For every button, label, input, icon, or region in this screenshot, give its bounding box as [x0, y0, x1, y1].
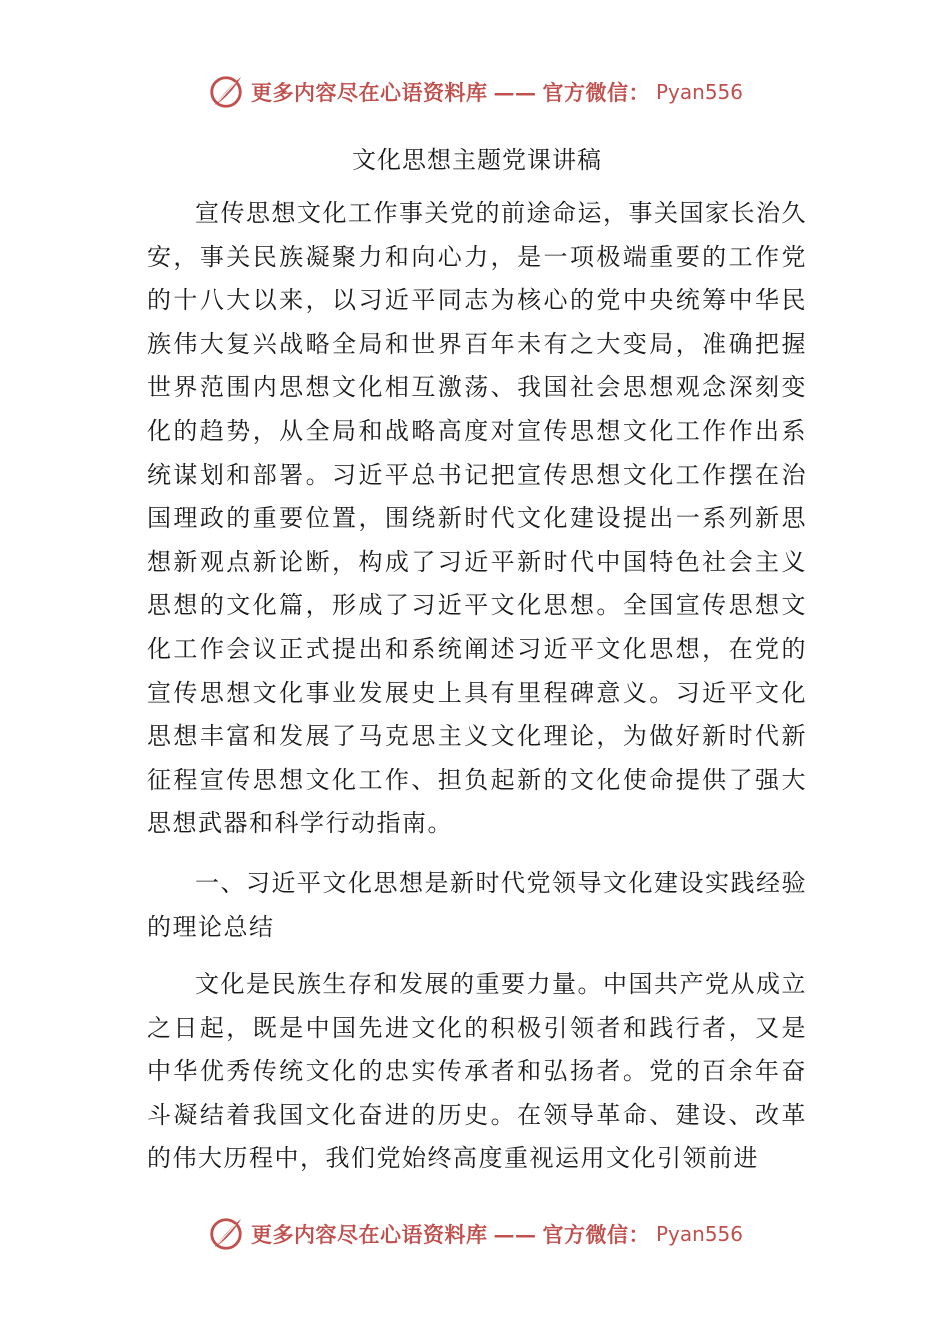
- banner-wechat-label: 官方微信：: [542, 80, 650, 105]
- paragraph-intro: 宣传思想文化工作事关党的前途命运，事关国家长治久安，事关民族凝聚力和向心力，是一项极端重要的工作党的十八大以来，以习近平同志为核心的党中央统筹中华民族伟大复兴战略全局和世界百年未有之大变局，准确把握世界范围内思想文化相互激荡、我国社会思想观念深刻变化的趋势，从全局和战略高度对宣传思想文化工作作出系统谋划和部署。习近平总书记把宣传思想文化工作摆在治国理政的重要位置，围绕新时代文化建设提出一系列新思想新观点新论断，构成了习近平新时代中国特色社会主义思想的文化篇，形成了习近平文化思想。全国宣传思想文化工作会议正式提出和系统阐述习近平文化思想，在党的宣传思想文化事业发展史上具有里程碑意义。习近平文化思想丰富和发展了马克思主义文化理论，为做好新时代新征程宣传思想文化工作、担负起新的文化使命提供了强大思想武器和科学行动指南。: [147, 199, 807, 838]
- document-title: 文化思想主题党课讲稿: [352, 146, 602, 174]
- banner-wechat-id: Pyan556: [655, 1222, 743, 1246]
- footer-banner: [0, 1212, 950, 1256]
- banner-wechat-id: Pyan556: [655, 80, 743, 104]
- paragraph-section-1: 文化是民族生存和发展的重要力量。中国共产党从成立之日起，既是中国先进文化的积极引领者和践行者，又是中华优秀传统文化的忠实传承者和弘扬者。党的百余年奋斗凝结着我国文化奋进的历史。在领导革命、建设、改革的伟大历程中，我们党始终高度重视运用文化引领前进: [147, 970, 807, 1173]
- feather-logo-icon: [207, 73, 245, 111]
- banner-wechat-label: 官方微信：: [542, 1222, 650, 1247]
- section-heading-1: 一、习近平文化思想是新时代党领导文化建设实践经验的理论总结: [147, 868, 807, 941]
- banner-brand-text: 更多内容尽在心语资料库: [250, 1222, 488, 1247]
- header-banner: [0, 70, 950, 114]
- banner-brand-text: 更多内容尽在心语资料库: [250, 80, 488, 105]
- banner-separator: ——: [493, 79, 537, 105]
- document-body: [147, 140, 807, 1197]
- feather-logo-icon: [207, 1215, 245, 1253]
- banner-separator: ——: [493, 1221, 537, 1247]
